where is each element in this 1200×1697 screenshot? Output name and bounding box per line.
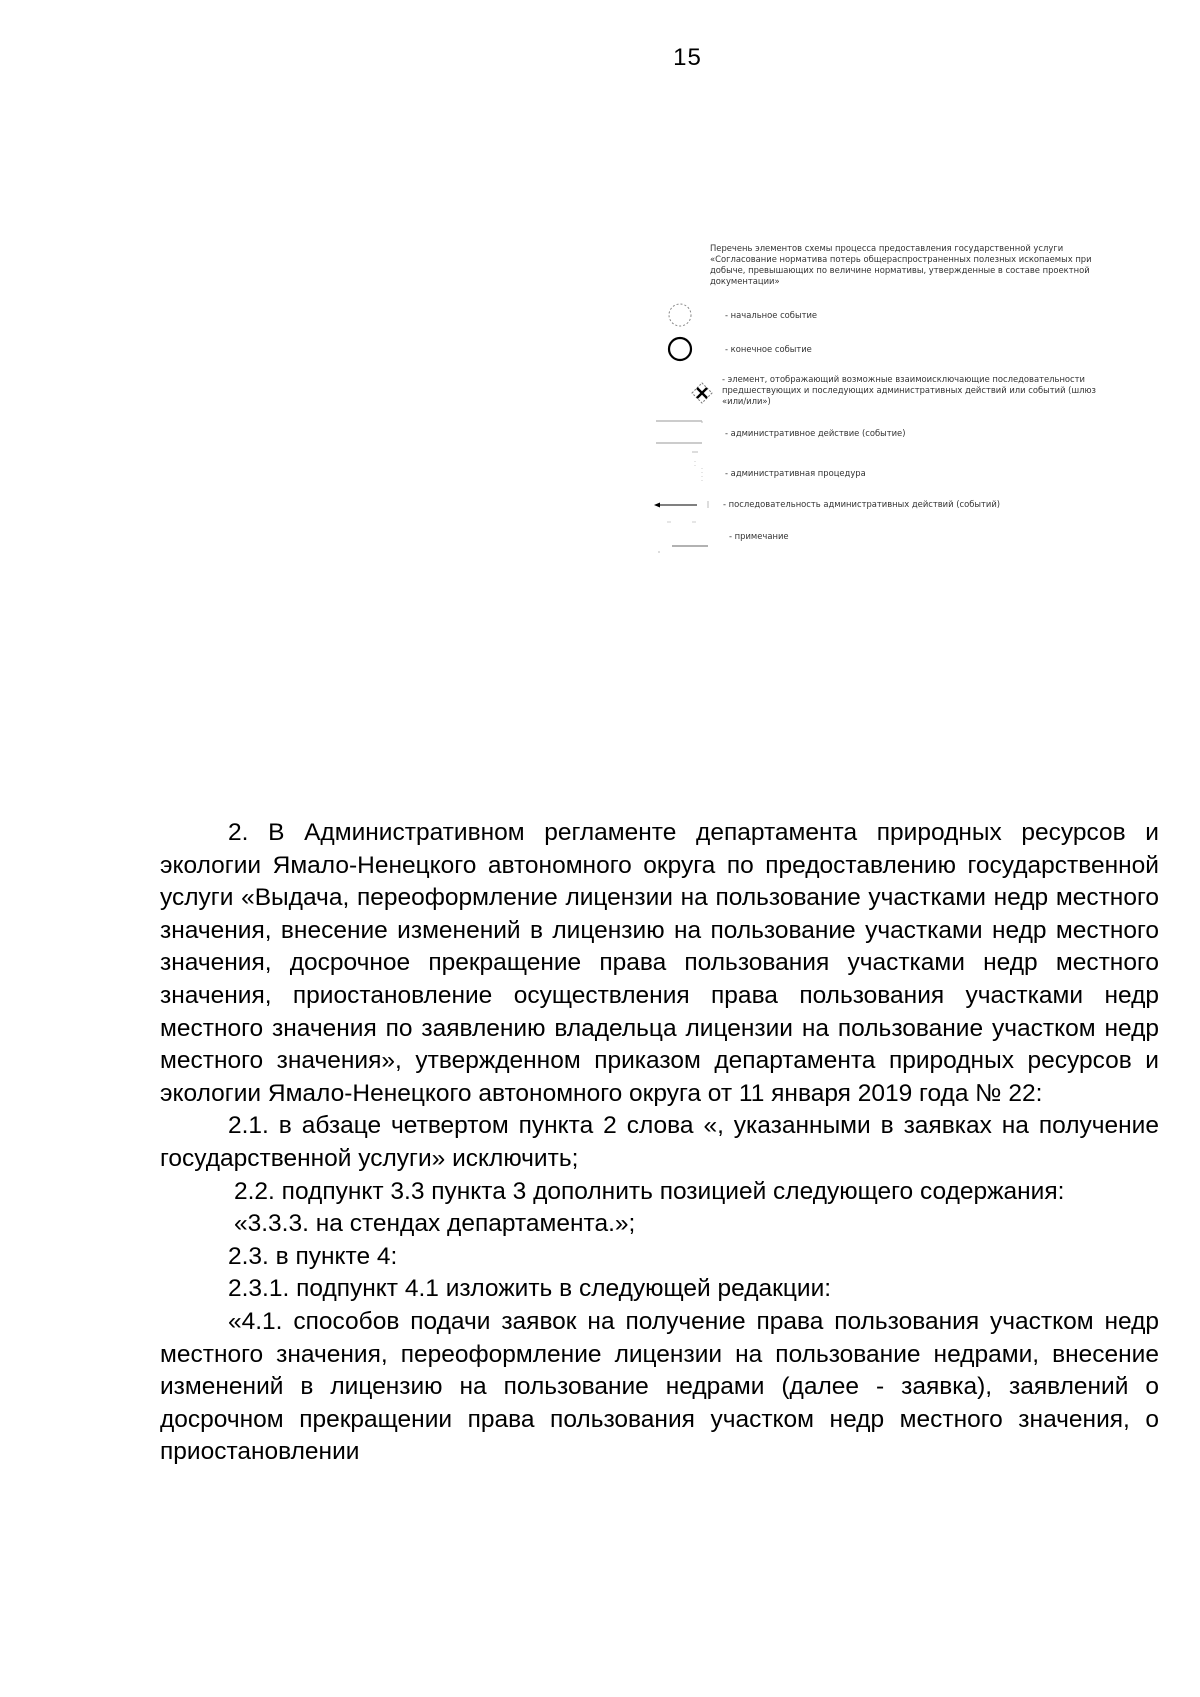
legend-item-sequence: - последовательность административных действий (событий) (723, 499, 1001, 509)
end-event-icon (669, 338, 691, 360)
page-number: 15 (673, 44, 702, 71)
legend-item-action: - административное действие (событие) (725, 428, 906, 438)
paragraph-2-1: 2.1. в абзаце четвертом пункта 2 слова «, указанными в заявках на получение государственной услуги» исключить; (160, 1112, 1159, 1172)
paragraph-2: 2. В Административном регламенте департамента природных ресурсов и экологии Ямало-Ненецкого автономного округа по предоставлению государственной услуги «Выдача, переоформление лицензии на пользование участками недр местного значения, внесение изменений в лицензию на пользование участками недр местного значения, досрочное прекращение права пользования участками недр местного значения, приостановление осуществления права пользования участками недр местного значения по заявлению владельца лицензии на пользование участком недр местного значения», утвержденном приказом департамента природных ресурсов и экологии Ямало-Ненецкого автономного округа от 11 января 2019 года № 22: (160, 819, 1159, 1107)
legend-item-gateway: - элемент, отображающий возможные взаимоисключающие последовательности предшествующих и последующих административных действий или событий (шлюз «или/или») (722, 374, 1096, 406)
legend-title: Перечень элементов схемы процесса предоставления государственной услуги «Согласование норматива потерь общераспространенных полезных ископаемых при добыче, превышающих по величине нормативы, утвержденные в составе проектной документации» (710, 243, 1092, 286)
legend-item-note: - примечание (729, 531, 789, 541)
paragraph-3-3-3: «3.3.3. на стендах департамента.»; (234, 1210, 636, 1238)
paragraph-2-3: 2.3. в пункте 4: (228, 1242, 398, 1270)
paragraph-4-1: «4.1. способов подачи заявок на получение права пользования участком недр местного значения, переоформление лицензии на пользование недрами, внесение изменений в лицензию на пользование недрами (далее - заявка), заявлений о досрочном прекращении права пользования участком недр местного значения, о приостановлении (160, 1307, 1159, 1466)
legend-item-start-event: - начальное событие (725, 310, 818, 320)
note-icon (658, 522, 708, 552)
sequence-arrow-icon (654, 501, 708, 508)
action-icon (656, 421, 702, 443)
exclusive-gateway-icon (692, 383, 712, 403)
document-body (160, 817, 1159, 1469)
start-event-icon (669, 304, 691, 326)
legend-item-end-event: - конечное событие (725, 344, 812, 354)
procedure-icon (692, 452, 702, 483)
legend (640, 243, 1110, 563)
paragraph-2-3-1: 2.3.1. подпункт 4.1 изложить в следующей редакции: (228, 1275, 832, 1303)
paragraph-2-2: 2.2. подпункт 3.3 пункта 3 дополнить позицией следующего содержания: (234, 1177, 1065, 1205)
legend-item-procedure: - административная процедура (725, 468, 866, 478)
